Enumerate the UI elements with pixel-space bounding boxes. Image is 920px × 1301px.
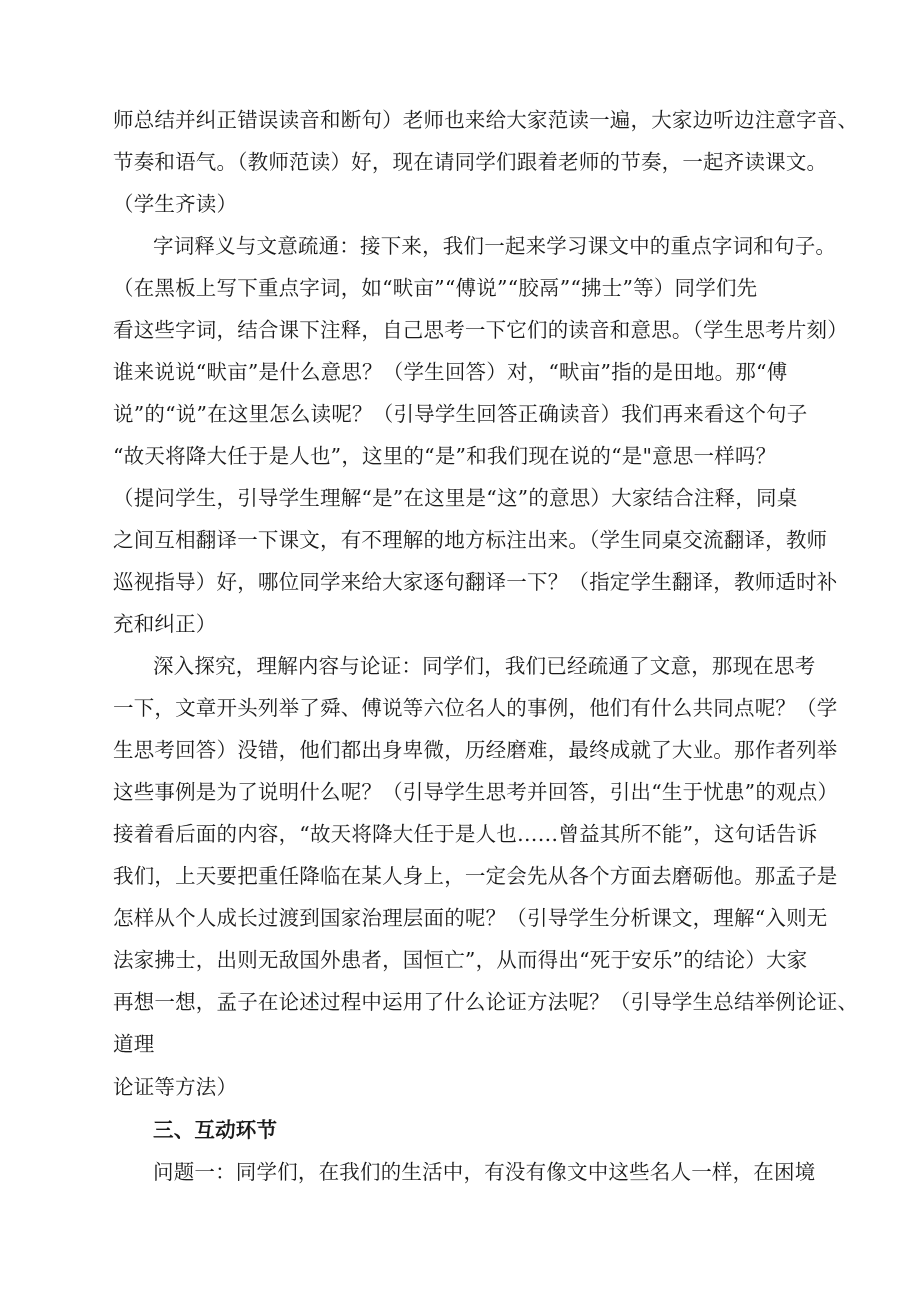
paragraph-line: （学生齐读） [113, 192, 238, 216]
paragraph-line: 这些事例是为了说明什么呢？（引导学生思考并回答，引出“生于忧患”的观点） [113, 780, 839, 804]
paragraph-line: 师总结并纠正错误读音和断句）老师也来给大家范读一遍，大家边听边注意字音、 [113, 108, 859, 132]
paragraph-line: 一下，文章开头列举了舜、傅说等六位名人的事例，他们有什么共同点呢？（学 [113, 696, 838, 720]
paragraph-line: 我们，上天要把重任降临在某人身上，一定会先从各个方面去磨砺他。那孟子是 [113, 864, 838, 888]
paragraph-line: 之间互相翻译一下课文，有不理解的地方标注出来。（学生同桌交流翻译，教师 [113, 528, 828, 552]
paragraph-line: 怎样从个人成长过渡到国家治理层面的呢？（引导学生分析课文，理解“入则无 [113, 906, 828, 930]
paragraph-line: 问题一：同学们，在我们的生活中，有没有像文中这些名人一样，在困境 [153, 1160, 816, 1184]
paragraph-line: 说”的“说”在这里怎么读呢？（引导学生回答正确读音）我们再来看这个句子 [113, 402, 808, 426]
paragraph-line: 接着看后面的内容，“故天将降大任于是人也……曾益其所不能”，这句话告诉 [113, 822, 818, 846]
paragraph-line: 看这些字词，结合课下注释，自己思考一下它们的读音和意思。（学生思考片刻） [113, 318, 848, 342]
paragraph-line: 生思考回答）没错，他们都出身卑微，历经磨难，最终成就了大业。那作者列举 [113, 738, 838, 762]
paragraph-line: 论证等方法） [113, 1075, 238, 1099]
section-heading: 三、互动环节 [153, 1118, 278, 1142]
paragraph-line: 充和纠正） [113, 612, 217, 636]
paragraph-line: 再想一想，孟子在论述过程中运用了什么论证方法呢？（引导学生总结举例论证、 [113, 990, 859, 1014]
paragraph-line: （提问学生，引导学生理解“是”在这里是“这”的意思）大家结合注释，同桌 [113, 486, 798, 510]
paragraph-line: 节奏和语气。（教师范读）好，现在请同学们跟着老师的节奏，一起齐读课文。 [113, 150, 828, 174]
paragraph-line: 巡视指导）好，哪位同学来给大家逐句翻译一下？（指定学生翻译，教师适时补 [113, 570, 838, 594]
paragraph-line: 道理 [113, 1032, 155, 1056]
paragraph-line: 谁来说说“畎亩”是什么意思？（学生回答）对，“畎亩”指的是田地。那“傅 [113, 360, 788, 384]
paragraph-line: 深入探究，理解内容与论证：同学们，我们已经疏通了文意，那现在思考 [153, 654, 816, 678]
paragraph-line: “故天将降大任于是人也”，这里的“是”和我们现在说的“是"意思一样吗？ [113, 444, 777, 468]
paragraph-line: （在黑板上写下重点字词，如“畎亩”“傅说”“胶鬲”“拂士”等）同学们先 [113, 276, 758, 300]
paragraph-line: 法家拂士，出则无敌国外患者，国恒亡”，从而得出“死于安乐”的结论）大家 [113, 948, 808, 972]
paragraph-line: 字词释义与文意疏通：接下来，我们一起来学习课文中的重点字词和句子。 [153, 234, 837, 258]
